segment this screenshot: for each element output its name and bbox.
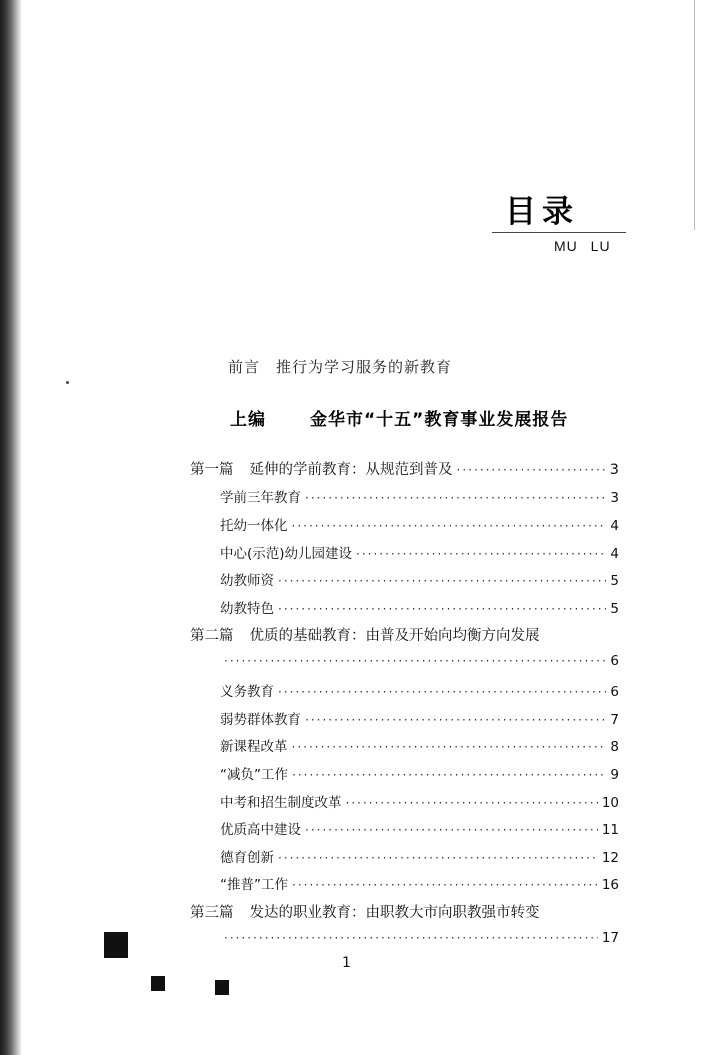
toc-entry-title: 发达的职业教育：由职教大市向职教强市转变: [249, 905, 540, 921]
scan-speck: [66, 381, 69, 384]
toc-page-number: 4: [610, 546, 619, 562]
toc-page-number: 16: [601, 877, 619, 893]
toc-chapter-row: [190, 901, 619, 921]
toc-section-row: [220, 818, 619, 838]
toc-chapter-number: 第一篇: [190, 462, 234, 478]
toc-page-number: 3: [609, 462, 619, 478]
title-underline: [492, 232, 626, 233]
scan-edge-line: [694, 0, 695, 230]
toc-entry-title: 托幼一体化: [220, 518, 288, 534]
toc-section-row: [220, 569, 619, 589]
part-label: 上编: [230, 410, 266, 430]
toc-page-number: 8: [610, 739, 619, 755]
toc-page-number: 17: [601, 930, 619, 946]
toc-page-number: 5: [610, 573, 619, 589]
toc-entry-title: 新课程改革: [220, 739, 288, 755]
toc-page-number: 6: [610, 684, 619, 700]
toc-page-number: 3: [610, 490, 619, 506]
toc-section-row: [220, 873, 619, 893]
toc-page-number: 9: [610, 767, 619, 783]
toc-entry-title: 幼教特色: [220, 601, 274, 617]
toc-section-row: [220, 735, 619, 755]
toc-leader-dots: [278, 685, 606, 699]
page-title: 目录: [505, 194, 579, 230]
toc-section-row: [220, 846, 619, 866]
registration-mark: [215, 980, 229, 995]
toc-section-row: [220, 791, 619, 811]
toc-leader-dots: [305, 491, 606, 505]
toc-page-number: 10: [601, 795, 619, 811]
toc-leader-dots: [356, 547, 606, 561]
toc-section-row: [220, 763, 619, 783]
toc-entry-title: 优质的基础教育：由普及开始向均衡方向发展: [249, 628, 540, 644]
toc-leader-dots: [224, 654, 606, 668]
toc-section-row: [220, 514, 619, 534]
toc-entry-title: 学前三年教育: [220, 490, 301, 506]
toc-chapter-row: [190, 624, 619, 644]
toc-section-row: [220, 597, 619, 617]
registration-mark: [151, 976, 165, 991]
registration-mark: [104, 932, 128, 958]
part-title: 金华市“十五”教育事业发展报告: [310, 410, 569, 430]
scanned-binding-edge: [0, 0, 22, 1055]
toc-entry-title: “推普”工作: [220, 877, 288, 893]
toc-page-number: 11: [601, 822, 619, 838]
toc-section-row: [220, 542, 619, 562]
toc-entry-title: 中心(示范)幼儿园建设: [220, 546, 353, 562]
toc-section-row: [220, 486, 619, 506]
toc-page-number: 7: [610, 712, 619, 728]
toc-entry-title: 弱势群体教育: [220, 712, 301, 728]
toc-entry-title: 幼教师资: [220, 573, 274, 589]
toc-leader-dots: [278, 574, 606, 588]
toc-leader-dots: [292, 878, 598, 892]
toc-leader-dots: [292, 768, 606, 782]
toc-entry-title: “减负”工作: [220, 767, 288, 783]
toc-continuation-row: [220, 653, 619, 673]
page-subtitle: MU LU: [554, 238, 611, 254]
toc-leader-dots: [457, 463, 606, 477]
toc-chapter-row: [190, 458, 619, 478]
toc-entry-title: 优质高中建设: [220, 822, 301, 838]
toc-leader-dots: [278, 851, 598, 865]
toc-section-row: [220, 708, 619, 728]
page-number: 1: [342, 955, 351, 971]
toc-continuation-row: [220, 930, 619, 950]
toc-chapter-number: 第三篇: [190, 905, 234, 921]
toc-entry-title: 延伸的学前教育：从规范到普及: [249, 462, 453, 478]
toc-entry-title: 德育创新: [220, 850, 274, 866]
toc-page-number: 5: [610, 601, 619, 617]
toc-entry-title: 义务教育: [220, 684, 274, 700]
toc-page-number: 12: [601, 850, 619, 866]
toc-leader-dots: [305, 823, 598, 837]
toc-leader-dots: [346, 796, 598, 810]
toc-leader-dots: [292, 740, 607, 754]
toc-page-number: 6: [610, 653, 619, 669]
toc-section-row: [220, 680, 619, 700]
part-heading: [230, 405, 568, 430]
toc-page-number: 4: [610, 518, 619, 534]
toc-leader-dots: [278, 602, 606, 616]
toc-leader-dots: [305, 713, 606, 727]
preface-entry: 前言 推行为学习服务的新教育: [228, 358, 453, 376]
toc-leader-dots: [224, 931, 598, 945]
toc-chapter-number: 第二篇: [190, 628, 234, 644]
toc-leader-dots: [292, 519, 607, 533]
toc-entry-title: 中考和招生制度改革: [220, 795, 342, 811]
